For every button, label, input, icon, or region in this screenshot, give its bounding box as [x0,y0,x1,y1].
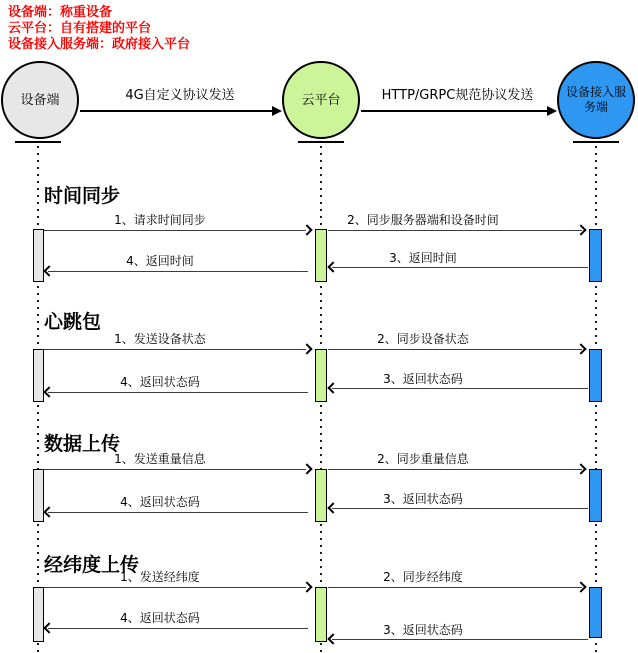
message-label: 1、请求时间同步 [114,213,206,227]
activation-box-cloud [315,229,327,282]
message-label: 2、同步服务器端和设备时间 [347,213,499,227]
actor-cloud-circle [282,61,360,139]
message-label: 1、发送设备状态 [114,332,206,346]
message-arrow-line [332,508,588,509]
message-arrow-line [44,349,306,350]
actor-gateway-circle [557,61,635,139]
actor-base-bar-gateway [573,141,619,143]
actor-base-bar-cloud [298,141,344,143]
message-label: 1、发送重量信息 [114,452,206,466]
arrowhead-right-icon [575,224,586,235]
message-arrow-line [332,639,588,640]
arrowhead-right-icon [301,463,312,474]
section-title-data-upload: 数据上传 [44,433,121,455]
activation-box-gateway [589,587,602,638]
message-arrow-line [44,587,306,588]
actor-gateway-label: 设备接入服务端 [565,85,626,114]
arrowhead-right-icon [301,224,312,235]
message-label: 4、返回状态码 [120,611,200,625]
message-arrow-line [48,628,308,629]
message-arrow-line [44,230,306,231]
message-arrow-line [332,267,588,268]
legend-line-cloud: 云平台：自有搭建的平台 [8,21,152,36]
message-label: 2、同步重量信息 [377,452,469,466]
activation-box-device [33,469,44,522]
activation-box-device [33,349,44,402]
arrowhead-right-icon [547,106,557,116]
activation-box-cloud [315,587,327,642]
actor-cloud-label: 云平台 [301,92,341,108]
actor-base-bar-device [15,141,61,143]
message-label: 3、返回状态码 [383,372,463,386]
arrowhead-right-icon [575,581,586,592]
message-arrow-line [328,587,582,588]
message-arrow-line [332,388,588,389]
message-label: 2、同步经纬度 [383,570,463,584]
activation-box-device [33,587,44,642]
section-title-time-sync: 时间同步 [44,185,121,207]
message-label: 3、返回时间 [389,251,457,265]
activation-box-gateway [589,349,602,402]
actor-device-circle [1,61,79,139]
protocol-arrow-4g-line [80,110,273,112]
message-label: 4、返回状态码 [120,375,200,389]
message-label: 4、返回状态码 [120,495,200,509]
activation-box-gateway [589,469,602,522]
message-label: 4、返回时间 [126,254,194,268]
actor-device-label: 设备端 [20,92,60,108]
legend [8,5,190,53]
message-label: 2、同步设备状态 [377,332,469,346]
message-arrow-line [48,271,308,272]
protocol-arrow-http-line [361,110,548,112]
message-label: 1、发送经纬度 [120,570,200,584]
message-label: 3、返回状态码 [383,623,463,637]
legend-line-device: 设备端：称重设备 [8,5,113,20]
activation-box-cloud [315,469,327,522]
message-arrow-line [44,469,306,470]
activation-box-gateway [589,229,602,282]
message-label: 3、返回状态码 [383,492,463,506]
message-arrow-line [328,469,582,470]
arrowhead-right-icon [575,343,586,354]
message-arrow-line [328,230,582,231]
protocol-label-http: HTTP/GRPC规范协议发送 [381,88,534,103]
activation-box-cloud [315,349,327,402]
arrowhead-right-icon [272,106,282,116]
arrowhead-right-icon [301,343,312,354]
activation-box-device [33,229,44,282]
arrowhead-right-icon [301,581,312,592]
message-arrow-line [48,392,308,393]
message-arrow-line [48,512,308,513]
legend-line-gateway: 设备接入服务端：政府接入平台 [8,37,191,52]
protocol-label-4g: 4G自定义协议发送 [125,88,235,103]
arrowhead-right-icon [575,463,586,474]
section-title-gps-upload: 经纬度上传 [44,554,140,576]
section-title-heartbeat: 心跳包 [44,311,102,333]
message-arrow-line [328,349,582,350]
